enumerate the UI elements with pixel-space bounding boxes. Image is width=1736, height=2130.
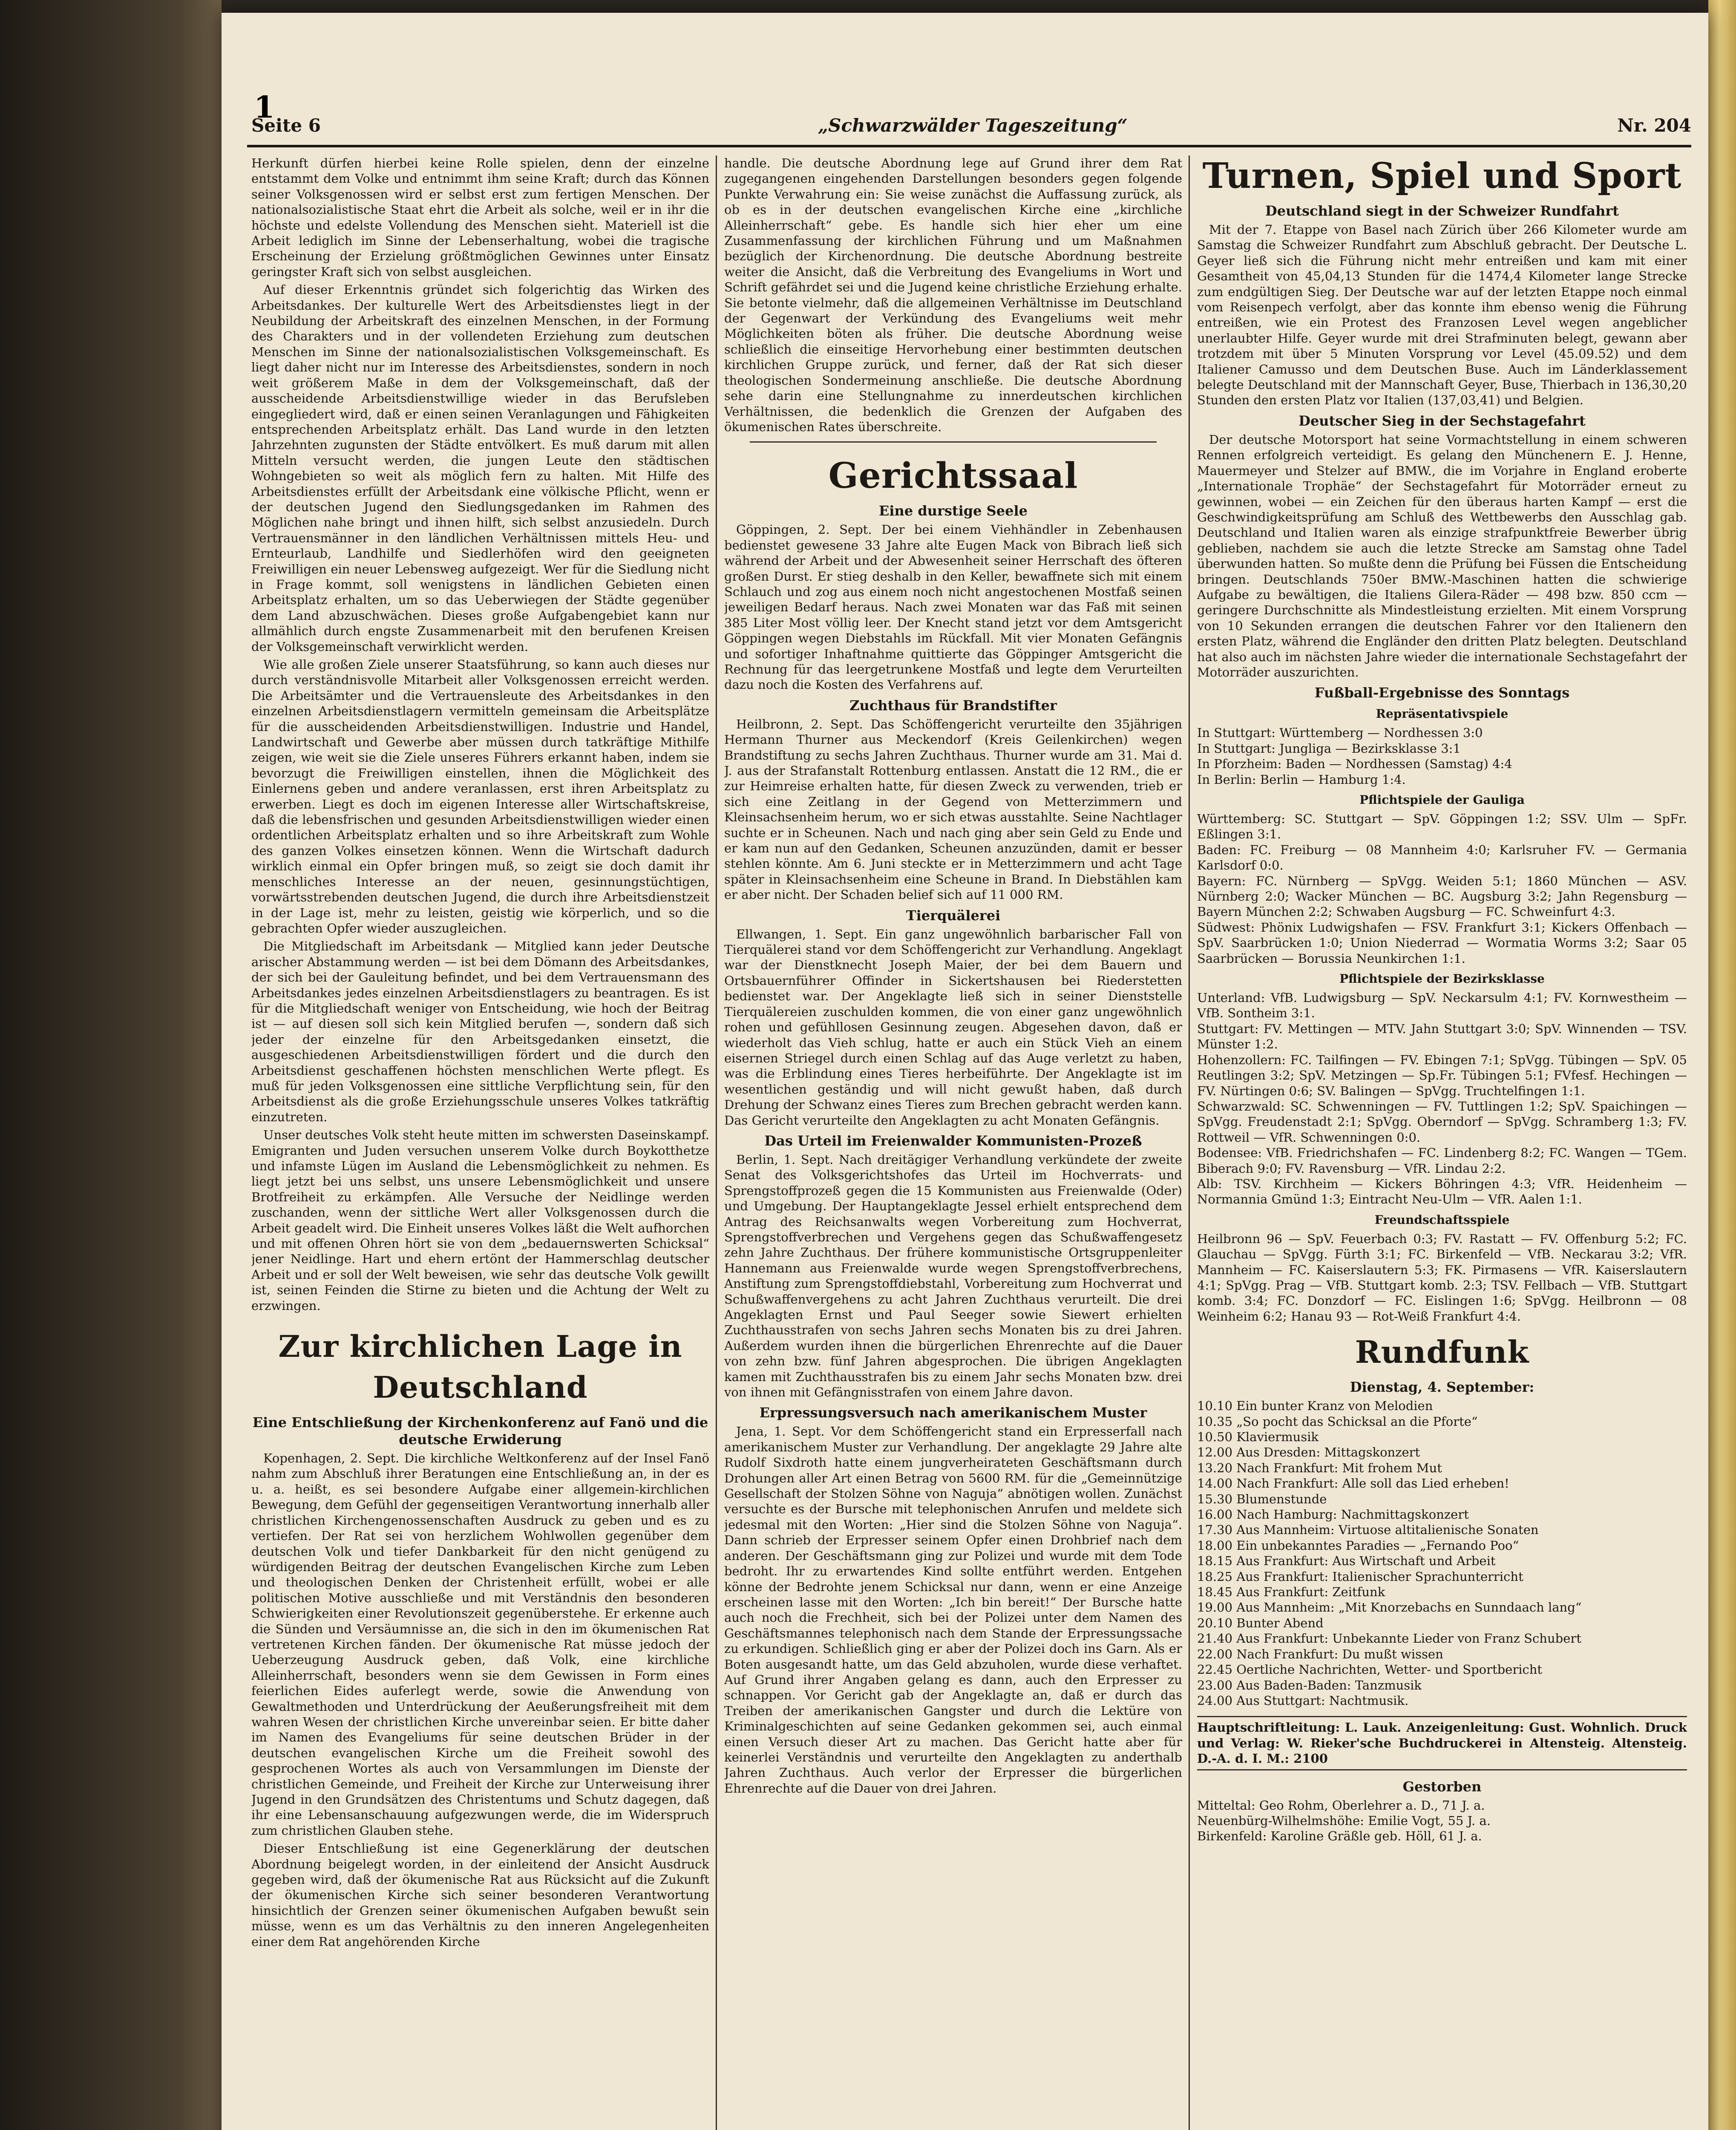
friendly-results <box>1197 1231 1687 1324</box>
article-paragraph: Göppingen, 2. Sept. Der bei einem Viehhändler in Zebenhausen bedienstet gewesene 33 Jahre alte Eugen Mack von Bibrach ließ sich während der Arbeit und der Abwesenheit seiner Herrschaft des öfteren großen Durst. Er stieg deshalb in den Keller, bewaffnete sich mit einem Schlauch und zog aus einem noch nicht angestochenen Mostfaß seinen jeweiligen Bedarf heraus. Nach zwei Monaten war das Faß mit seinen 385 Liter Most völlig leer. Der Knecht stand jetzt vor dem Amtsgericht Göppingen wegen Diebstahls im Rückfall. Mit vier Monaten Gefängnis und sofortiger Inhaftnahme quittierte das Göppinger Amtsgericht die Rechnung für das leergetrunkene Mostfaß und legte dem Verurteilten dazu noch die Kosten des Verfahrens auf. <box>724 522 1182 692</box>
schedule-line: 22.00 Nach Frankfurt: Du mußt wissen <box>1197 1646 1443 1661</box>
story-heading: Deutschland siegt in der Schweizer Rundfahrt <box>1265 203 1619 219</box>
article-paragraph: Wie alle großen Ziele unserer Staatsführung, so kann auch dieses nur durch verständnisvolle Mitarbeit aller Volksgenossen erreicht werden. Die Arbeitsämter und die Vertrauensleute des Arbeitsdankes in den einzelnen Arbeitsdienstlagern vermitteln gemeinsam die Arbeitsplätze für die ausscheidenden Arbeitsdienstwilligen. Industrie und Handel, Landwirtschaft und Gewerbe aber müssen durch tatkräftige Mithilfe zeigen, wie weit sie die Ziele unseres Führers erkannt haben, indem sie bevorzugt die Freiwilligen einstellen, ihnen die Möglichkeit des Einlernens geben und andere veranlassen, erst ihren Arbeitsplatz zu erwerben. Liegt es doch im eigenen Interesse aller Wirtschaftskreise, daß die lebensfrischen und gesunden Arbeitsdienstwilligen wieder einen ordentlichen Arbeitsplatz erhalten und so ihre Arbeitskraft zum Wohle des ganzen Volkes einsetzen können. Wenn die Wirtschaft dadurch wirklich einmal ein Opfer bringen muß, so zeigt sie doch damit ihr menschliches Interesse an der neuen, gesinnungstüchtigen, vorwärtsstrebenden deutschen Jugend, die durch ihre Arbeitsdienstzeit in der Lage ist, mehr zu leisten, geistig wie körperlich, und so die gebrachten Opfer wieder auszugleichen. <box>251 657 709 935</box>
page-edge <box>1708 0 1736 2130</box>
schedule-line: 15.30 Blumenstunde <box>1197 1491 1327 1506</box>
newspaper-page <box>222 13 1708 2130</box>
margin-mark: 1 <box>254 89 275 125</box>
gau-results <box>1197 811 1687 966</box>
obituary-line: Neuenbürg-Wilhelmshöhe: Emilie Vogt, 55 J. a. <box>1197 1813 1491 1828</box>
column-3 <box>1197 155 1687 2130</box>
article-paragraph: Die Mitgliedschaft im Arbeitsdank — Mitglied kann jeder Deutsche arischer Abstammung werden — ist bei dem Dömann des Arbeitsdankes, der sich bei der Gauleitung befindet, und bei dem Vertrauensmann des Arbeitsdankes jedes einzelnen Arbeitsdienstlagers zu beantragen. Es ist für die Mitgliedschaft weniger von Entscheidung, wie hoch der Beitrag ist — auf diesen soll sich kein Mitglied berufen —, sondern daß sich jeder der einzelne für den Arbeitsgedanken einsetzt, die ausgeschiedenen Arbeitsdienstwilligen fördert und die durch den Arbeitsdienst geschaffenen höchsten menschlichen Werte pflegt. Es muß für jeden Volksgenossen eine sittliche Verpflichtung sein, für den Arbeitsdienst als die große Erziehungsschule unseres Volkes tatkräftig einzutreten. <box>251 939 709 1124</box>
schedule-line: 19.00 Aus Mannheim: „Mit Knorzebachs en Sunndaach lang“ <box>1197 1600 1582 1615</box>
result-line: Stuttgart: FV. Mettingen — MTV. Jahn Stuttgart 3:0; SpV. Winnenden — TSV. Münster 1:2. <box>1197 1021 1687 1052</box>
schedule-line: 10.10 Ein bunter Kranz von Melodien <box>1197 1399 1433 1413</box>
imprint: Hauptschriftleitung: L. Lauk. Anzeigenleitung: Gust. Wohnlich. Druck und Verlag: W. Rieker'sche Buchdruckerei in Altensteig. Altensteig. D.-A. d. I. M.: 2100 <box>1197 1716 1687 1770</box>
article-paragraph: Herkunft dürfen hierbei keine Rolle spielen, denn der einzelne entstammt dem Volke und entnimmt ihm seine Kraft; durch das Können seiner Volksgenossen wird er selbst erst zum fertigen Menschen. Der nationalsozialistische Staat ehrt die Arbeit als solche, weil er in ihr die höchste und edelste Vollendung des Menschen sieht. Materiell ist die Arbeit lediglich im Sinne der Lebenserhaltung, wobei die tragische Erscheinung der Erzielung größtmöglichen Gewinnes unter Einsatz geringster Kraft sich von selbst ausgleichen. <box>251 156 709 279</box>
result-line: Alb: TSV. Kirchheim — Kickers Böhringen 4:3; VfR. Heidenheim — Normannia Gmünd 1:3; Eintracht Neu-Ulm — VfR. Aalen 1:1. <box>1197 1176 1687 1207</box>
schedule-line: 21.40 Aus Frankfurt: Unbekannte Lieder von Franz Schubert <box>1197 1631 1581 1646</box>
schedule-line: 18.00 Ein unbekanntes Paradies — „Fernando Poo“ <box>1197 1538 1519 1553</box>
schedule-line: 22.45 Oertliche Nachrichten, Wetter- und Sportbericht <box>1197 1662 1543 1677</box>
schedule-line: 14.00 Nach Frankfurt: Alle soll das Lied erheben! <box>1197 1476 1509 1491</box>
result-line: Württemberg: SC. Stuttgart — SpV. Göppingen 1:2; SSV. Ulm — SpFr. Eßlingen 3:1. <box>1197 812 1687 842</box>
schedule-line: 16.00 Nach Hamburg: Nachmittagskonzert <box>1197 1507 1469 1522</box>
schedule-line: 10.50 Klaviermusik <box>1197 1430 1319 1444</box>
football-heading: Fußball-Ergebnisse des Sonntags <box>1314 685 1570 701</box>
friendly-heading: Freundschaftsspiele <box>1374 1212 1510 1227</box>
church-subheadline: Eine Entschließung der Kirchenkonferenz auf Fanö und die deutsche Erwiderung <box>252 1414 708 1448</box>
result-line: Südwest: Phönix Ludwigshafen — FSV. Frankfurt 3:1; Kickers Offenbach — SpV. Saarbrücken 1:0; Union Niederrad — Wormatia Worms 3:2; Saar 05 Saarbrücken — Borussia Neunkirchen 1:1. <box>1197 920 1687 966</box>
article-paragraph: Unser deutsches Volk steht heute mitten im schwersten Daseinskampf. Emigranten und Juden versuchen unserem Volke durch Boykotthetze und infamste Lügen im Ausland die Lebensmöglichkeit zu nehmen. Es liegt jetzt bei uns selbst, uns unsere Lebensmöglichkeit und unsere Brotfreiheit zu erkämpfen. Alle Versuche der Neidlinge werden zuschanden, wenn der sittliche Wert aller Volksgenossen durch die Arbeit geadelt wird. Die Einheit unseres Volkes läßt die Welt aufhorchen und mit offenen Ohren hört sie von dem „bedauernswerten Schicksal“ jener Neidlinge. Hart und ehern ertönt der Hammerschlag deutscher Arbeit und er soll der Welt beweisen, wie sehr das deutsche Volk gewillt ist, seinen Feinden die Stirne zu bieten und die Achtung der Welt zu erzwingen. <box>251 1128 709 1313</box>
article-paragraph: Heilbronn, 2. Sept. Das Schöffengericht verurteilte den 35jährigen Hermann Thurner aus Meckendorf (Kreis Geilenkirchen) wegen Brandstiftung zu sechs Jahren Zuchthaus. Thurner wurde am 31. Mai d. J. aus der Strafanstalt Rottenburg entlassen. Anstatt die 12 RM., die er zur Heimreise erhalten hatte, für diesen Zweck zu verwenden, trieb er sich eine Zeitlang in der Gegend von Metterzimmern und Kleinsachsenheim herum, wo er sich etwas ausstahlte. Seine Nachtlager suchte er in Scheunen. Nach und nach ging aber sein Geld zu Ende und er kam nun auf den Gedanken, Scheunen anzuzünden, damit er besser stehlen könnte. Am 6. Juni steckte er in Metterzimmern und acht Tage später in Kleinsachsenheim eine Scheune in Brand. In Diebstählen kam er aber nicht. Der Schaden belief sich auf 11 000 RM. <box>724 717 1182 902</box>
page-label: Seite 6 <box>251 115 321 136</box>
article-paragraph: Kopenhagen, 2. Sept. Die kirchliche Weltkonferenz auf der Insel Fanö nahm zum Abschluß ihrer Beratungen eine Entschließung an, in der es u. a. heißt, es sei besondere Aufgabe einer allgemein-kirchlichen Bewegung, dem Gefühl der gegenseitigen Verantwortung innerhalb aller christlichen Kirchengenossenschaften Ausdruck zu geben und es zu vertiefen. Der Rat sei von herzlichem Wohlwollen gegenüber dem deutschen Volk und tiefer Dankbarkeit für den nicht genügend zu würdigenden Beitrag der deutschen Evangelischen Kirche zum Leben und theologischen Denken der Christenheit erfüllt, wobei er alle politischen Motive ausschließe und mit Verständnis den besonderen Schwierigkeiten einer Revolutionszeit gegenüberstehe. Er erkenne auch die Sünden und Versäumnisse an, die sich in den im ökumenischen Rat vertretenen Kirchen fänden. Der ökumenische Rat müsse jedoch der Ueberzeugung Ausdruck geben, daß Volk, eine kirchliche Alleinherrschaft, besonders wenn sie dem Gewissen in Form eines feierlichen Eides auferlegt werde, sowie die Anwendung von Gewaltmethoden und Unterdrückung der Aeußerungsfreiheit mit dem wahren Wesen der christlichen Kirche unvereinbar seien. Er bitte daher im Namen des Evangeliums für seine deutschen Brüder in der deutschen evangelischen Kirche um die Freiheit sowohl des gesprochenen Wortes als auch von Versammlungen im Dienste der christlichen Gemeinde, und Freiheit der Kirche zur Unterweisung ihrer Jugend in den Grundsätzen des Christentums und Schutz dagegen, daß ihr eine Lebensanschauung aufgezwungen werde, die im Widerspruch zum christlichen Glauben stehe. <box>251 1451 709 1838</box>
book-spine <box>0 0 222 2130</box>
article-paragraph: handle. Die deutsche Abordnung lege auf Grund ihrer dem Rat zugegangenen eingehenden Darstellungen besonders gegen folgende Punkte Verwahrung ein: Sie weise zunächst die Auffassung zurück, als ob es in der deutschen evangelischen Kirche eine „kirchliche Alleinherrschaft“ gebe. Es handle sich hier eher um eine Zusammenfassung der kirchlichen Führung und um Maßnahmen bezüglich der Kirchenordnung. Die deutsche Abordnung bestreite weiter die Ansicht, daß die Verbreitung des Evangeliums in Wort und Schrift gefährdet sei und die Jugend keine christliche Erziehung erhalte. Sie betonte vielmehr, daß die allgemeinen Verhältnisse im Deutschland der Gegenwart der Verkündung des Evangeliums weit mehr Möglichkeiten böten als früher. Die deutsche Abordnung weise schließlich die einseitige Hervorhebung einer bestimmten deutschen kirchlichen Gruppe zurück, und ferner, daß der Rat sich dieser theologischen Sondermeinung anschließe. Die deutsche Abordnung sehe darin eine Stellungnahme zu innerdeutschen kirchlichen Verhältnissen, die bedenklich die Grenzen der Aufgaben des ökumenischen Rates überschreite. <box>724 156 1182 434</box>
schedule-line: 13.20 Nach Frankfurt: Mit frohem Mut <box>1197 1460 1442 1475</box>
schedule-line: 18.45 Aus Frankfurt: Zeitfunk <box>1197 1585 1385 1600</box>
schedule-line: 20.10 Bunter Abend <box>1197 1615 1324 1630</box>
result-line: Bayern: FC. Nürnberg — SpVgg. Weiden 5:1; 1860 München — ASV. Nürnberg 2:0; Wacker München — BC. Augsburg 3:2; Jahn Regensburg — Bayern München 2:2; Schwaben Augsburg — FC. Schweinfurt 4:3. <box>1197 873 1687 919</box>
result-line: Baden: FC. Freiburg — 08 Mannheim 4:0; Karlsruher FV. — Germania Karlsdorf 0:0. <box>1197 842 1687 873</box>
column-2 <box>724 155 1182 2130</box>
radio-schedule <box>1197 1398 1687 1708</box>
column-1 <box>251 155 709 2130</box>
article-paragraph: Jena, 1. Sept. Vor dem Schöffengericht stand ein Erpresserfall nach amerikanischem Muster zur Verhandlung. Der angeklagte 29 Jahre alte Rudolf Sixdroth hatte einem jungverheirateten Geschäftsmann durch Drohungen aller Art einen Betrag von 5600 RM. für die „Gemeinnützige Gesellschaft der Stolzen Söhne von Naguja“ abnötigen wollen. Zunächst versuchte es der Bursche mit telephonischen Anrufen und meldete sich jedesmal mit den Worten: „Hier sind die Stolzen Söhne von Naguja“. Dann schrieb der Erpresser seinem Opfer einen Drohbrief nach dem anderen. Der Geschäftsmann ging zur Polizei und wurde mit dem Tode bedroht. Ihr zu erwartendes Kind sollte entführt werden. Entgehen könne der Bedrohte jenem Schicksal nur dann, wenn er eine Anzeige erscheinen lasse mit den Worten: „Ich bin bereit!“ Der Bursche hatte auch noch die Frechheit, sich bei der Polizei unter dem Namen des Geschäftsmannes telephonisch nach dem Stande der Erpressungssache zu erkundigen. Schließlich ging er aber der Polizei doch ins Garn. Als er Boten ausgesandt hatte, um das Geld abzuholen, wurde diese verhaftet. Auf Grund ihrer Angaben gelang es dann, auch den Erpresser zu schnappen. Vor Gericht gab der Angeklagte an, daß er durch das Treiben der amerikanischen Gangster und durch die Lektüre von Kriminalgeschichten auf seine Gedanken gekommen sei, auch einmal einen Versuch dieser Art zu machen. Das Gericht hatte aber für keinerlei Verständnis und verurteilte den Angeklagten zu anderthalb Jahren Zuchthaus. Auch verlor der Erpresser die bürgerlichen Ehrenrechte auf die Dauer von drei Jahren. <box>724 1424 1182 1796</box>
page-header <box>222 89 1708 153</box>
header-rule <box>247 145 1691 147</box>
rep-results <box>1197 725 1687 787</box>
story-heading: Erpressungsversuch nach amerikanischem Muster <box>759 1405 1147 1421</box>
bez-heading: Pflichtspiele der Bezirksklasse <box>1339 972 1545 986</box>
story-heading: Eine durstige Seele <box>879 503 1028 519</box>
result-line: In Pforzheim: Baden — Nordhessen (Samstag) 4:4 <box>1197 757 1512 771</box>
obituary-line: Birkenfeld: Karoline Gräßle geb. Höll, 61 J. a. <box>1197 1829 1482 1844</box>
church-headline: Zur kirchlichen Lage in Deutschland <box>278 1329 682 1405</box>
bez-results <box>1197 990 1687 1207</box>
radio-headline: Rundfunk <box>1355 1334 1529 1370</box>
result-line: Heilbronn 96 — SpV. Feuerbach 0:3; FV. Rastatt — FV. Offenburg 5:2; FC. Glauchau — SpVgg. Fürth 3:1; FC. Birkenfeld — VfB. Neckarau 3:2; VfR. Mannheim — FC. Kaiserslautern 5:3; FK. Pirmasens — VfR. Kaiserslautern 4:1; SpVgg. Prag — VfB. Stuttgart komb. 2:3; TSV. Fellbach — VfB. Stuttgart komb. 3:4; FC. Donzdorf — FC. Eislingen 1:6; SpVgg. Heilbronn — 08 Weinheim 6:2; Hanau 93 — Rot-Weiß Frankfurt 4:4. <box>1197 1231 1687 1324</box>
column-divider <box>1189 155 1190 2130</box>
section-rule <box>750 441 1157 443</box>
result-line: Unterland: VfB. Ludwigsburg — SpV. Neckarsulm 4:1; FV. Kornwestheim — VfB. Sontheim 3:1. <box>1197 990 1687 1021</box>
result-line: In Stuttgart: Jungliga — Bezirksklasse 3:1 <box>1197 741 1461 756</box>
result-line: Schwarzwald: SC. Schwenningen — FV. Tuttlingen 1:2; SpV. Spaichingen — SpVgg. Freudenstadt 2:1; SpVgg. Oberndorf — SpVgg. Schramberg 1:3; FV. Rottweil — VfR. Schwenningen 0:0. <box>1197 1099 1687 1145</box>
court-headline: Gerichtssaal <box>828 455 1078 497</box>
column-divider <box>716 155 717 2130</box>
article-paragraph: Mit der 7. Etappe von Basel nach Zürich über 266 Kilometer wurde am Samstag die Schweizer Rundfahrt zum Abschluß gebracht. Der Deutsche L. Geyer ließ sich die Führung nicht mehr entreißen und kam mit einer Gesamtheit von 45,04,13 Stunden für die 1474,4 Kilometer lange Strecke zum endgültigen Sieg. Der Deutsche war auf der letzten Etappe noch einmal vom Reisenpech verfolgt, aber das konnte ihm ebenso wenig die Führung entreißen, wie ein Protest des Franzosen Level wegen angeblicher unerlaubter Hilfe. Geyer wurde mit drei Strafminuten belegt, gewann aber trotzdem mit über 5 Minuten Vorsprung vor Level (45.09.52) und dem Italiener Camusso und dem Deutschen Buse. Auch im Länderklassement belegte Deutschland mit der Mannschaft Geyer, Buse, Thierbach in 136,30,20 Stunden den ersten Platz vor Italien (137,03,41) und Belgien. <box>1197 222 1687 408</box>
story-heading: Zuchthaus für Brandstifter <box>849 697 1057 714</box>
obituary-heading: Gestorben <box>1402 1778 1482 1795</box>
sport-headline: Turnen, Spiel und Sport <box>1202 155 1682 196</box>
story-heading: Das Urteil im Freienwalder Kommunisten-Prozeß <box>764 1132 1142 1149</box>
story-heading: Tierquälerei <box>906 907 1001 924</box>
article-paragraph: Der deutsche Motorsport hat seine Vormachtstellung in einem schweren Rennen erfolgreich verteidigt. Es gelang den Münchenern E. J. Henne, Mauermeyer und Stelzer auf BMW., die im Vorjahre in England eroberte „Internationale Trophäe“ der Sechstagefahrt für Motorräder erneut zu gewinnen, wobei — ein Zeichen für den überaus harten Kampf — erst die Geschwindigkeitsprüfung am Schluß des Wettbewerbs den Ausschlag gab. Deutschland und Italien waren als einzige strafpunktfreie Bewerber übrig geblieben, nachdem sie auch die letzte Strecke am Samstag ohne Tadel überwunden hatten. So mußte denn die Prüfung bei Füssen die Entscheidung bringen. Deutschlands 750er BMW.-Maschinen hatten die schwierige Aufgabe zu bewältigen, die Italiens Gilera-Räder — 498 bzw. 850 ccm — geringere Durchschnitte als Mindestleistung erzielten. Mit einem Vorsprung von 10 Sekunden errangen die deutschen Fahrer vor den Italienern den ersten Platz, während die Engländer den dritten Platz belegten. Deutschland hat also auch im nächsten Jahre wieder die internationale Sechstagefahrt der Motorräder auszurichten. <box>1197 432 1687 679</box>
obituary-list <box>1197 1798 1687 1844</box>
gau-heading: Pflichtspiele der Gauliga <box>1359 793 1525 807</box>
article-paragraph: Ellwangen, 1. Sept. Ein ganz ungewöhnlich barbarischer Fall von Tierquälerei stand vor dem Schöffengericht zur Verhandlung. Angeklagt war der Dienstknecht Joseph Maier, der bei dem Bauern und Ortsbauernführer Offinder in Sickertshausen bei Riederstetten bedienstet war. Der Angeklagte ließ sich in seiner Dienststelle Tierquälereien zuschulden kommen, die von einer ganz ungewöhnlich rohen und gefühllosen Gesinnung zeugen. Abgesehen davon, daß er wiederholt das Vieh schlug, hatte er auch ein Stück Vieh an einem eisernen Striegel durch einen Schlag auf das Auge verletzt zu haben, was die Erblindung eines Tieres herbeiführte. Der Angeklagte ist im wesentlichen geständig und will nicht gewußt haben, daß durch Drehung der Schwanz eines Tieres zum Brechen gebracht werden kann. Das Gericht verurteilte den Angeklagten zu acht Monaten Gefängnis. <box>724 927 1182 1128</box>
rep-heading: Repräsentativspiele <box>1376 707 1509 721</box>
issue-number: Nr. 204 <box>1617 115 1691 136</box>
result-line: Bodensee: VfB. Friedrichshafen — FC. Lindenberg 8:2; FC. Wangen — TGem. Biberach 9:0; FV. Ravensburg — VfR. Lindau 2:2. <box>1197 1146 1687 1176</box>
schedule-line: 18.15 Aus Frankfurt: Aus Wirtschaft und Arbeit <box>1197 1554 1496 1569</box>
article-paragraph: Berlin, 1. Sept. Nach dreitägiger Verhandlung verkündete der zweite Senat des Volksgerichtshofes das Urteil im Hochverrats- und Sprengstoffprozeß gegen die 15 Kommunisten aus Freienwalde (Oder) und Umgebung. Der Hauptangeklagte Jessel erhielt entsprechend dem Antrag des Reichsanwalts wegen Vorbereitung zum Hochverrat, Sprengstoffverbrechen und Vergehens gegen das Schußwaffengesetz zehn Jahre Zuchthaus. Der frühere kommunistische Ortsgruppenleiter Hannemann aus Freienwalde wurde wegen Sprengstoffverbrechens, Anstiftung zum Sprengstoffdiebstahl, Vorbereitung zum Hochverrat und Schußwaffenvergehens zu acht Jahren Zuchthaus verurteilt. Die drei Angeklagten Ernst und Paul Seeger sowie Siewert erhielten Zuchthausstrafen von sechs Jahren sechs Monaten bis zu drei Jahren. Außerdem wurden ihnen die bürgerlichen Ehrenrechte auf die Dauer von zehn bzw. fünf Jahren abgesprochen. Die übrigen Angeklagten kamen mit Zuchthausstrafen bis zu einem Jahr sechs Monaten bzw. drei von ihnen mit Gefängnisstrafen von einem Jahre davon. <box>724 1152 1182 1400</box>
result-line: Hohenzollern: FC. Tailfingen — FV. Ebingen 7:1; SpVgg. Tübingen — SpV. 05 Reutlingen 3:2; SpV. Metzingen — Sp.Fr. Tübingen 5:1; FVfesf. Hechingen — FV. Nürtingen 0:6; SV. Balingen — SpVgg. Truchtelfingen 1:1. <box>1197 1052 1687 1098</box>
schedule-line: 17.30 Aus Mannheim: Virtuose altitalienische Sonaten <box>1197 1523 1539 1537</box>
result-line: In Berlin: Berlin — Hamburg 1:4. <box>1197 772 1406 787</box>
schedule-line: 10.35 „So pocht das Schicksal an die Pforte“ <box>1197 1414 1478 1429</box>
story-heading: Deutscher Sieg in der Sechstagefahrt <box>1298 412 1586 429</box>
article-paragraph: Dieser Entschließung ist eine Gegenerklärung der deutschen Abordnung beigelegt worden, in der einleitend der Ansicht Ausdruck gegeben wird, daß der ökumenische Rat aus Rücksicht auf die Zukunft der ökumenischen Kirche sich seiner besonderen Verantwortung hinsichtlich der Grenzen seiner ökumenischen Aufgaben bewußt sein müsse, wenn es um das Verhältnis zu den inneren Angelegenheiten einer dem Rat angehörenden Kirche <box>251 1841 709 1949</box>
schedule-line: 18.25 Aus Frankfurt: Italienischer Sprachunterricht <box>1197 1569 1523 1584</box>
result-line: In Stuttgart: Württemberg — Nordhessen 3:0 <box>1197 725 1483 740</box>
obituary-line: Mitteltal: Geo Rohm, Oberlehrer a. D., 71 J. a. <box>1197 1798 1485 1813</box>
paper-name: „Schwarzwälder Tageszeitung“ <box>818 115 1128 136</box>
schedule-line: 12.00 Aus Dresden: Mittagskonzert <box>1197 1445 1420 1460</box>
schedule-line: 24.00 Aus Stuttgart: Nachtmusik. <box>1197 1693 1409 1708</box>
article-paragraph: Auf dieser Erkenntnis gründet sich folgerichtig das Wirken des Arbeitsdankes. Der kulturelle Wert des Arbeitsdienstes liegt in der Neubildung der Arbeitskraft des einzelnen Menschen, in der Formung des Charakters und in der vollendeten Erziehung zum deutschen Menschen im Sinne der nationalsozialistischen Volksgemeinschaft. Es liegt daher nicht nur im Interesse des Arbeitsdienstes, sondern in noch weit größerem Maße in dem der Volksgemeinschaft, daß der ausscheidende Arbeitsdienstwillige wieder in das Berufsleben eingegliedert wird, daß er einen seinen Veranlagungen und Fähigkeiten entsprechenden Arbeitsplatz erhält. Das Land wurde in den letzten Jahrzehnten zugunsten der Städte entvölkert. Es muß darum mit allen Mitteln versucht werden, die jungen Leute den städtischen Wohngebieten so weit als möglich fern zu halten. Mit Hilfe des Arbeitsdienstes erfüllt der Arbeitsdank eine völkische Pflicht, wenn er der deutschen Jugend den Siedlungsgedanken im Rahmen des Möglichen nahe bringt und ihnen hilft, sich selbst anzusiedeln. Durch Vertrauensmänner in den ländlichen Verhältnissen mittels Heu- und Ernteurlaub, Landhilfe und Siedlerhöfen wird den geeigneten Freiwilligen ein neuer Lebensweg aufgezeigt. Wer für die Siedlung nicht in Frage kommt, soll wenigstens in ländlichen Gebieten einen Arbeitsplatz erhalten, um so das Ueberwiegen der Städte gegenüber dem Land abzuschwächen. Dieses große Aufgabengebiet kann nur allmählich durch engste Zusammenarbeit mit den berufenen Kreisen der Volksgemeinschaft verwirklicht werden. <box>251 282 709 654</box>
schedule-line: 23.00 Aus Baden-Baden: Tanzmusik <box>1197 1678 1422 1692</box>
radio-day: Dienstag, 4. September: <box>1350 1379 1534 1396</box>
